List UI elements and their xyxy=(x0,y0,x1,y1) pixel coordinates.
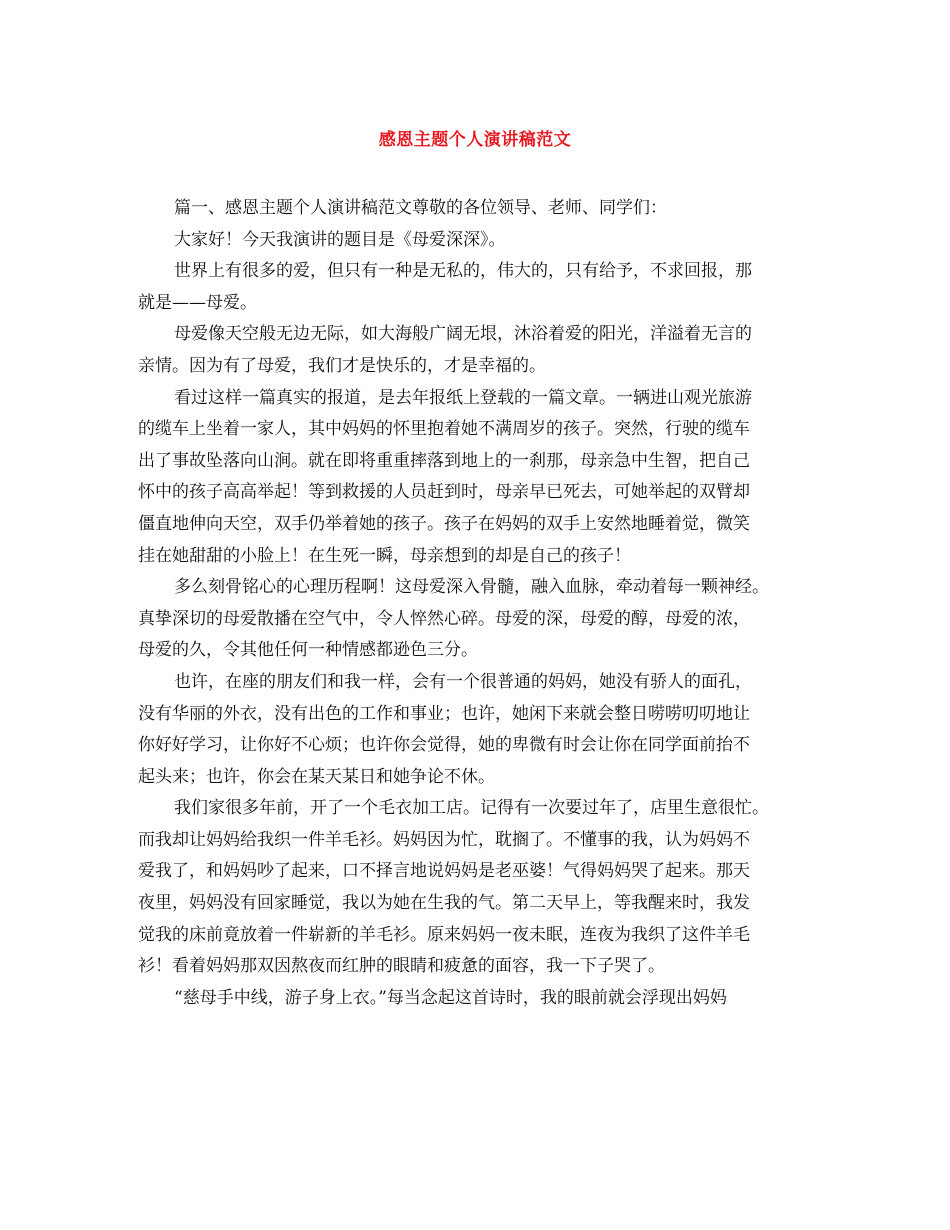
text-line: 没有华丽的外衣，没有出色的工作和事业；也许，她闲下来就会整日唠唠叨叨地让 xyxy=(138,703,750,724)
text-line: 起头来；也许，你会在某天某日和她争论不休。 xyxy=(138,766,495,787)
text-line: 你好好学习，让你好不心烦；也许你会觉得，她的卑微有时会让你在同学面前抬不 xyxy=(138,735,750,756)
text-line: 挂在她甜甜的小脸上！在生死一瞬，母亲想到的却是自己的孩子！ xyxy=(138,545,631,566)
text-line: 僵直地伸向天空，双手仍举着她的孩子。孩子在妈妈的双手上安然地睡着觉，微笑 xyxy=(138,513,750,534)
text-line: 夜里，妈妈没有回家睡觉，我以为她在生我的气。第二天早上，等我醒来时，我发 xyxy=(138,893,750,914)
text-line: 看过这样一篇真实的报道，是去年报纸上登载的一篇文章。一辆进山观光旅游 xyxy=(174,387,752,408)
text-line: 真挚深切的母爱散播在空气中，令人悴然心碎。母爱的深，母爱的醇，母爱的浓， xyxy=(138,608,750,629)
text-line: “慈母手中线，游子身上衣。”每当念起这首诗时，我的眼前就会浮现出妈妈 xyxy=(174,987,727,1008)
text-line: 衫！看着妈妈那双因熬夜而红肿的眼睛和疲惫的面容，我一下子哭了。 xyxy=(138,956,665,977)
text-line: 怀中的孩子高高举起！等到救援的人员赶到时，母亲早已死去，可她举起的双臂却 xyxy=(138,482,750,503)
text-line: 的缆车上坐着一家人，其中妈妈的怀里抱着她不满周岁的孩子。突然，行驶的缆车 xyxy=(138,419,750,440)
text-line: 就是——母爱。 xyxy=(138,292,257,313)
text-line: 篇一、感恩主题个人演讲稿范文尊敬的各位领导、老师、同学们： xyxy=(174,198,667,218)
text-line: 爱我了，和妈妈吵了起来，口不择言地说妈妈是老巫婆！气得妈妈哭了起来。那天 xyxy=(138,861,750,882)
text-line: 我们家很多年前，开了一个毛衣加工店。记得有一次要过年了，店里生意很忙。 xyxy=(174,798,769,819)
page-title: 感恩主题个人演讲稿范文 xyxy=(378,130,572,150)
text-line: 觉我的床前竟放着一件崭新的羊毛衫。原来妈妈一夜未眠，连夜为我织了这件羊毛 xyxy=(138,924,750,945)
text-line: 也许，在座的朋友们和我一样，会有一个很普通的妈妈，她没有骄人的面孔， xyxy=(174,671,752,692)
text-line: 大家好！今天我演讲的题目是《母爱深深》。 xyxy=(174,229,506,250)
text-line: 亲情。因为有了母爱，我们才是快乐的，才是幸福的。 xyxy=(138,355,546,376)
text-line: 世界上有很多的爱，但只有一种是无私的，伟大的，只有给予，不求回报，那 xyxy=(174,261,752,282)
text-line: 而我却让妈妈给我织一件羊毛衫。妈妈因为忙，耽搁了。不懂事的我，认为妈妈不 xyxy=(138,829,750,850)
document-body xyxy=(138,193,828,1014)
text-line: 多么刻骨铭心的心理历程啊！这母爱深入骨髓，融入血脉，牵动着每一颗神经。 xyxy=(174,577,769,598)
text-line: 母爱像天空般无边无际，如大海般广阔无垠，沐浴着爱的阳光，洋溢着无言的 xyxy=(174,324,752,345)
text-line: 母爱的久，令其他任何一种情感都逊色三分。 xyxy=(138,640,478,661)
text-line: 出了事故坠落向山涧。就在即将重重摔落到地上的一刹那，母亲急中生智，把自己 xyxy=(138,450,750,471)
